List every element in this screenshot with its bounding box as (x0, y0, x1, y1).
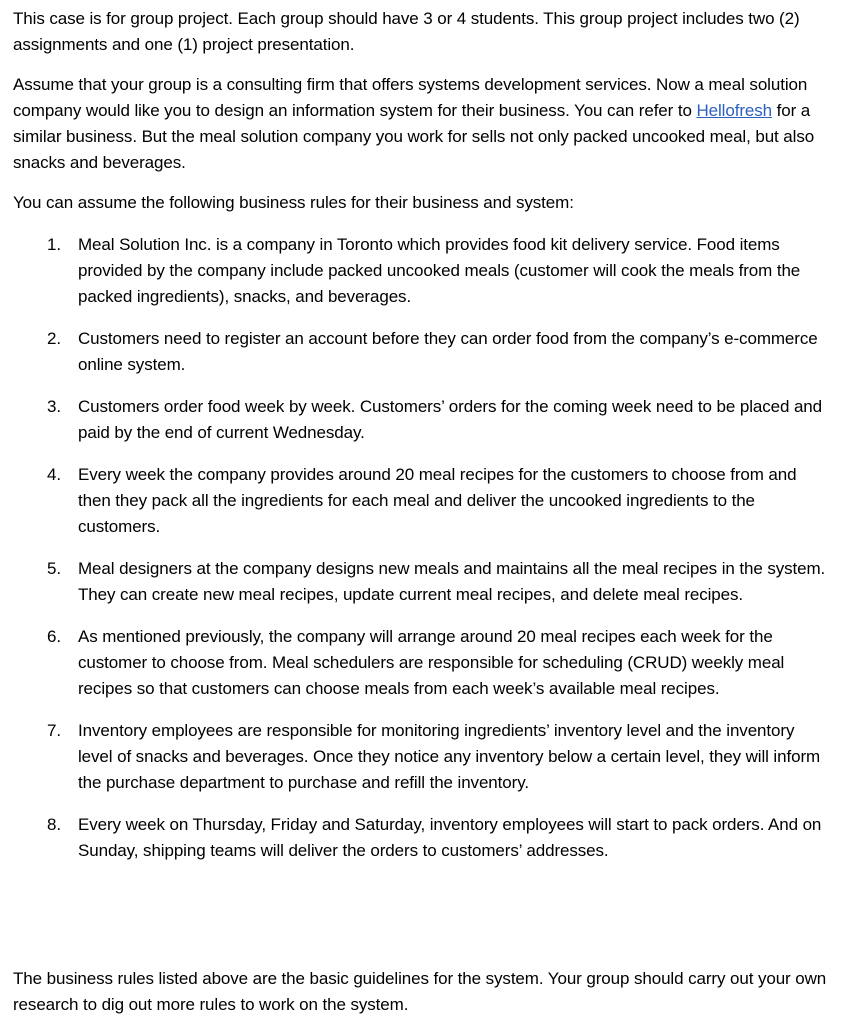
list-item-text: Meal Solution Inc. is a company in Toronto which provides food kit delivery service. Food items provided by the company include packed uncooked meals (customer will cook the meals from the packed ingredients), snacks, and beverages. (78, 235, 801, 306)
document-body (13, 6, 851, 880)
list-item (13, 812, 828, 864)
list-item-text: Meal designers at the company designs new meals and maintains all the meal recipes in the system. They can create new meal recipes, update current meal recipes, and delete meal recipes. (78, 559, 826, 604)
list-item (13, 718, 828, 796)
hellofresh-link[interactable]: Hellofresh (696, 101, 772, 120)
list-item (13, 624, 828, 702)
list-item-number: 5. (47, 559, 61, 578)
list-item (13, 232, 828, 310)
list-item-text: Inventory employees are responsible for monitoring ingredients’ inventory level and the inventory level of snacks and beverages. Once they notice any inventory below a certain level, they will inform the purchase department to purchase and refill the inventory. (78, 721, 821, 792)
scenario-text-after-link: for a similar business. But the meal solution company you work for sells not only packed uncooked meal, but also snacks and beverages. (13, 101, 815, 172)
list-item (13, 556, 828, 608)
business-rules-list (13, 232, 851, 864)
list-item (13, 462, 828, 540)
list-item (13, 394, 828, 446)
list-item-text: As mentioned previously, the company will arrange around 20 meal recipes each week for the customer to choose from. Meal schedulers are responsible for scheduling (CRUD) weekly meal recipes so that customers can choose meals from each week’s available meal recipes. (78, 627, 785, 698)
list-item-text: Every week the company provides around 20 meal recipes for the customers to choose from and then they pack all the ingredients for each meal and deliver the uncooked ingredients to the customers. (78, 465, 797, 536)
list-item-number: 8. (47, 815, 61, 834)
list-item-text: Customers order food week by week. Customers’ orders for the coming week need to be placed and paid by the end of current Wednesday. (78, 397, 823, 442)
list-item-number: 6. (47, 627, 61, 646)
list-item (13, 326, 828, 378)
list-item-number: 1. (47, 235, 61, 254)
list-item-text: Every week on Thursday, Friday and Saturday, inventory employees will start to pack orders. And on Sunday, shipping teams will deliver the orders to customers’ addresses. (78, 815, 822, 860)
intro-paragraph: This case is for group project. Each group should have 3 or 4 students. This group project includes two (2) assignments and one (1) project presentation. (13, 9, 800, 54)
list-item-number: 7. (47, 721, 61, 740)
scenario-paragraph (13, 72, 851, 176)
scenario-text-before-link: Assume that your group is a consulting firm that offers systems development services. Now a meal solution company would like you to design an information system for their business. You can refer to (13, 75, 808, 120)
closing-paragraph: The business rules listed above are the basic guidelines for the system. Your group should carry out your own research to dig out more rules to work on the system. (13, 969, 827, 1014)
rules-intro: You can assume the following business rules for their business and system: (13, 193, 574, 212)
list-item-number: 2. (47, 329, 61, 348)
list-item-number: 4. (47, 465, 61, 484)
list-item-number: 3. (47, 397, 61, 416)
list-item-text: Customers need to register an account before they can order food from the company’s e-commerce online system. (78, 329, 818, 374)
